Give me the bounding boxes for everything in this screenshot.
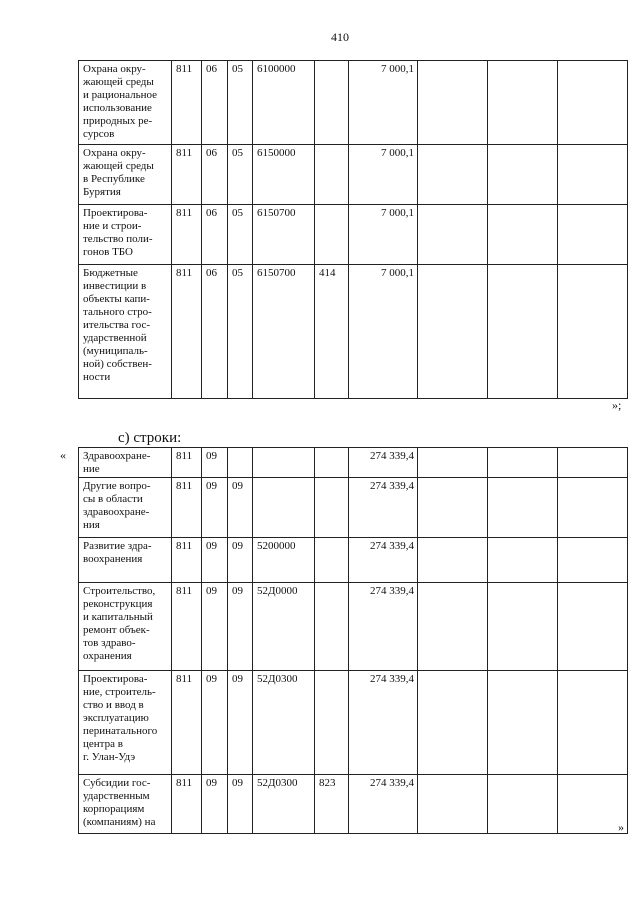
- empty-cell: [558, 478, 628, 538]
- empty-cell: [418, 775, 488, 834]
- budget-table-healthcare: [78, 447, 628, 834]
- subsection-code-cell: 09: [228, 538, 253, 583]
- subsection-code-cell: 09: [228, 478, 253, 538]
- ministry-code-cell: 811: [172, 583, 202, 671]
- empty-cell: [418, 61, 488, 145]
- table-row: [79, 61, 628, 145]
- row-name-cell: Здравоохране- ние: [79, 448, 172, 478]
- expense-type-cell: [315, 448, 349, 478]
- row-name-cell: Охрана окру- жающей среды в Республике Бурятия: [79, 145, 172, 205]
- ministry-code-cell: 811: [172, 448, 202, 478]
- target-article-cell: [253, 448, 315, 478]
- empty-cell: [488, 671, 558, 775]
- empty-cell: [558, 448, 628, 478]
- target-article-cell: 6150700: [253, 265, 315, 399]
- subsection-code-cell: 05: [228, 145, 253, 205]
- empty-cell: [418, 583, 488, 671]
- expense-type-cell: [315, 61, 349, 145]
- amount-cell: 274 339,4: [349, 478, 418, 538]
- table-row: [79, 671, 628, 775]
- amount-cell: 7 000,1: [349, 145, 418, 205]
- row-name-cell: Охрана окру- жающей среды и рациональное использование природных ре- сурсов: [79, 61, 172, 145]
- table-row: [79, 538, 628, 583]
- table-row: [79, 205, 628, 265]
- subsection-code-cell: 09: [228, 775, 253, 834]
- section-code-cell: 09: [202, 671, 228, 775]
- closing-quote: »: [618, 820, 624, 834]
- ministry-code-cell: 811: [172, 265, 202, 399]
- expense-type-cell: [315, 145, 349, 205]
- amount-cell: 7 000,1: [349, 61, 418, 145]
- table-row: [79, 448, 628, 478]
- empty-cell: [558, 205, 628, 265]
- ministry-code-cell: 811: [172, 145, 202, 205]
- empty-cell: [488, 145, 558, 205]
- section-code-cell: 09: [202, 478, 228, 538]
- empty-cell: [558, 61, 628, 145]
- empty-cell: [558, 145, 628, 205]
- amount-cell: 274 339,4: [349, 583, 418, 671]
- table-row: [79, 478, 628, 538]
- row-name-cell: Бюджетные инвестиции в объекты капи- тального стро- ительства гос- ударственной (муниципаль- ной) собствен- ности: [79, 265, 172, 399]
- expense-type-cell: [315, 583, 349, 671]
- expense-type-cell: 823: [315, 775, 349, 834]
- amount-cell: 274 339,4: [349, 538, 418, 583]
- empty-cell: [488, 775, 558, 834]
- row-name-cell: Проектирова- ние, строитель- ство и ввод в эксплуатацию перинатального центра в г. Улан-Удэ: [79, 671, 172, 775]
- ministry-code-cell: 811: [172, 775, 202, 834]
- amount-cell: 274 339,4: [349, 775, 418, 834]
- closing-quote-semicolon: »;: [612, 398, 622, 412]
- row-name-cell: Другие вопро- сы в области здравоохране- ния: [79, 478, 172, 538]
- budget-table-environment: [78, 60, 628, 399]
- section-code-cell: 06: [202, 145, 228, 205]
- section-code-cell: 06: [202, 265, 228, 399]
- empty-cell: [488, 583, 558, 671]
- empty-cell: [418, 145, 488, 205]
- row-name-cell: Проектирова- ние и строи- тельство поли- гонов ТБО: [79, 205, 172, 265]
- target-article-cell: 52Д0300: [253, 671, 315, 775]
- page-number: 410: [331, 30, 349, 44]
- empty-cell: [418, 671, 488, 775]
- expense-type-cell: [315, 671, 349, 775]
- section-code-cell: 09: [202, 583, 228, 671]
- subsection-code-cell: [228, 448, 253, 478]
- subsection-code-cell: 05: [228, 61, 253, 145]
- section-code-cell: 09: [202, 538, 228, 583]
- amount-cell: 274 339,4: [349, 671, 418, 775]
- table-row: [79, 775, 628, 834]
- expense-type-cell: 414: [315, 265, 349, 399]
- amount-cell: 274 339,4: [349, 448, 418, 478]
- empty-cell: [418, 448, 488, 478]
- section-code-cell: 06: [202, 205, 228, 265]
- ministry-code-cell: 811: [172, 478, 202, 538]
- empty-cell: [558, 538, 628, 583]
- empty-cell: [558, 671, 628, 775]
- empty-cell: [418, 265, 488, 399]
- ministry-code-cell: 811: [172, 61, 202, 145]
- section-code-cell: 09: [202, 448, 228, 478]
- target-article-cell: 5200000: [253, 538, 315, 583]
- ministry-code-cell: 811: [172, 671, 202, 775]
- expense-type-cell: [315, 205, 349, 265]
- ministry-code-cell: 811: [172, 538, 202, 583]
- table-row: [79, 583, 628, 671]
- empty-cell: [418, 205, 488, 265]
- empty-cell: [488, 265, 558, 399]
- empty-cell: [558, 265, 628, 399]
- target-article-cell: [253, 478, 315, 538]
- amount-cell: 7 000,1: [349, 265, 418, 399]
- target-article-cell: 6150000: [253, 145, 315, 205]
- empty-cell: [488, 61, 558, 145]
- amount-cell: 7 000,1: [349, 205, 418, 265]
- section-c-title: с) строки:: [118, 430, 182, 446]
- section-code-cell: 06: [202, 61, 228, 145]
- target-article-cell: 6100000: [253, 61, 315, 145]
- target-article-cell: 6150700: [253, 205, 315, 265]
- empty-cell: [488, 478, 558, 538]
- subsection-code-cell: 05: [228, 205, 253, 265]
- empty-cell: [558, 775, 628, 834]
- section-code-cell: 09: [202, 775, 228, 834]
- target-article-cell: 52Д0300: [253, 775, 315, 834]
- subsection-code-cell: 09: [228, 583, 253, 671]
- row-name-cell: Строительство, реконструкция и капитальный ремонт объек- тов здраво- охранения: [79, 583, 172, 671]
- target-article-cell: 52Д0000: [253, 583, 315, 671]
- expense-type-cell: [315, 478, 349, 538]
- empty-cell: [488, 205, 558, 265]
- row-name-cell: Субсидии гос- ударственным корпорациям (компаниям) на: [79, 775, 172, 834]
- subsection-code-cell: 09: [228, 671, 253, 775]
- opening-quote: «: [60, 448, 66, 462]
- row-name-cell: Развитие здра- воохранения: [79, 538, 172, 583]
- empty-cell: [418, 538, 488, 583]
- ministry-code-cell: 811: [172, 205, 202, 265]
- empty-cell: [558, 583, 628, 671]
- empty-cell: [488, 448, 558, 478]
- empty-cell: [418, 478, 488, 538]
- expense-type-cell: [315, 538, 349, 583]
- subsection-code-cell: 05: [228, 265, 253, 399]
- table-row: [79, 265, 628, 399]
- table-row: [79, 145, 628, 205]
- empty-cell: [488, 538, 558, 583]
